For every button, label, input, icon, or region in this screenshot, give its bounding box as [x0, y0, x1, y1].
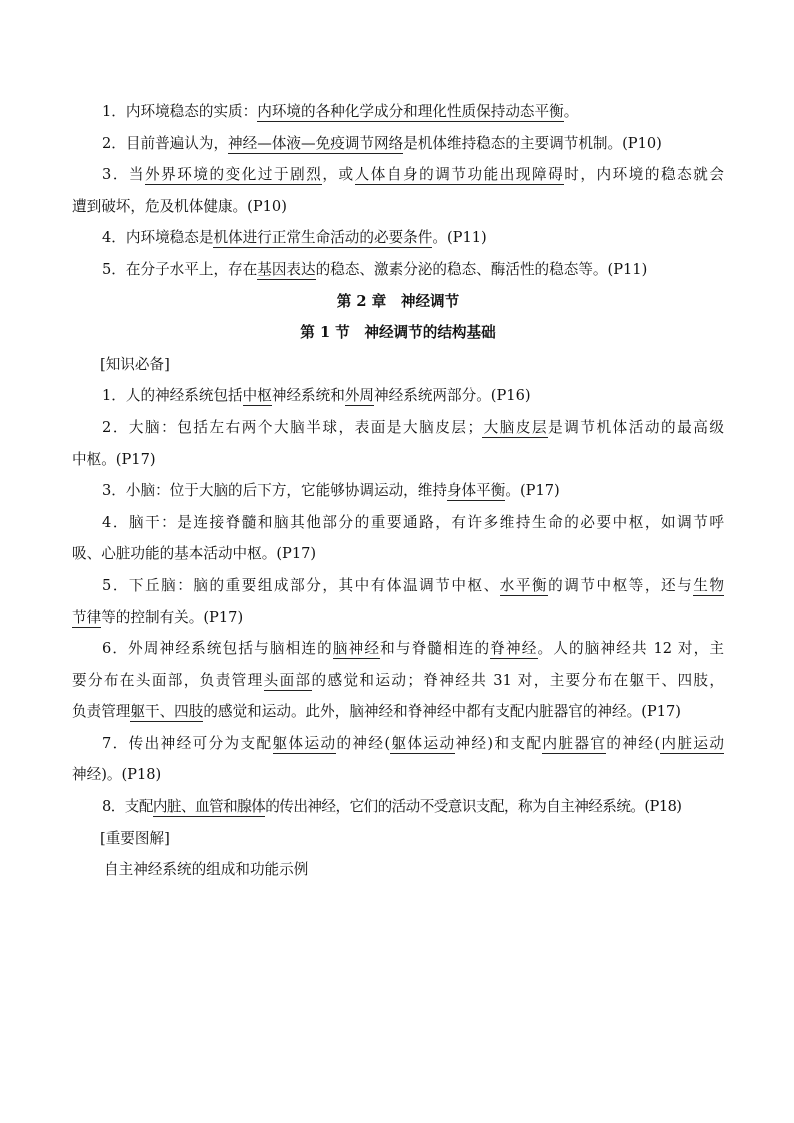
- underlined-answer: 脑神经: [332, 640, 381, 658]
- knowledge-item-6: 6．外周神经系统包括与脑相连的脑神经和与脊髓相连的脊神经。人的脑神经共 12 对，主: [102, 640, 724, 658]
- page-content: [72, 96, 724, 886]
- underlined-answer: 人体自身的调节功能出现障碍: [354, 166, 565, 184]
- knowledge-item-7-cont: 神经)。(P18): [72, 766, 162, 784]
- underlined-answer: 躯体运动: [390, 734, 456, 752]
- knowledge-item-3: 3．小脑：位于大脑的后下方，它能够协调运动，维持身体平衡。(P17): [102, 482, 560, 500]
- underlined-answer: 躯干、四肢: [130, 703, 204, 721]
- underlined-answer: 神经—体液—免疫调节网络: [228, 134, 404, 152]
- knowledge-heading: [知识必备]: [100, 355, 170, 373]
- underlined-answer: 基因表达: [257, 260, 316, 278]
- intro-item-5: 5．在分子水平上，存在基因表达的稳态、激素分泌的稳态、酶活性的稳态等。(P11): [102, 260, 648, 278]
- underlined-answer: 脊神经: [490, 640, 538, 658]
- knowledge-item-4: 4．脑干：是连接脊髓和脑其他部分的重要通路，有许多维持生命的必要中枢，如调节呼: [102, 513, 724, 531]
- underlined-answer: 大脑皮层: [482, 418, 549, 436]
- underlined-answer: 内环境的各种化学成分和理化性质保持动态平衡: [257, 103, 564, 120]
- underlined-answer: 水平衡: [499, 576, 549, 594]
- underlined-answer: 机体进行正常生命活动的必要条件: [213, 229, 433, 247]
- intro-item-1: 1．内环境稳态的实质：内环境的各种化学成分和理化性质保持动态平衡。: [102, 103, 579, 120]
- diagram-heading: [重要图解]: [100, 829, 170, 847]
- intro-item-3: 3．当外界环境的变化过于剧烈，或人体自身的调节功能出现障碍时，内环境的稳态就会: [102, 166, 724, 184]
- knowledge-item-6-cont2: 负责管理躯干、四肢的感觉和运动。此外，脑神经和脊神经中都有支配内脏器官的神经。(P17): [72, 703, 681, 721]
- underlined-answer: 生物: [693, 576, 724, 594]
- underlined-answer: 中枢: [242, 387, 272, 405]
- underlined-answer: 外界环境的变化过于剧烈: [145, 166, 323, 184]
- intro-item-4: 4．内环境稳态是机体进行正常生命活动的必要条件。(P11): [102, 229, 487, 247]
- knowledge-item-2-cont: 中枢。(P17): [72, 450, 156, 468]
- underlined-answer: 节律: [72, 608, 102, 626]
- knowledge-item-6-cont: 要分布在头面部，负责管理头面部的感觉和运动；脊神经共 31 对，主要分布在躯干、四肢，: [72, 671, 724, 689]
- underlined-answer: 内脏、血管和腺体: [152, 798, 266, 816]
- diagram-caption: 自主神经系统的组成和功能示例: [104, 861, 309, 879]
- underlined-answer: 躯体运动: [272, 734, 337, 752]
- underlined-answer: 身体平衡: [446, 482, 506, 500]
- chapter-title: 第 2 章 神经调节: [336, 292, 460, 310]
- underlined-answer: 头面部: [263, 671, 312, 689]
- knowledge-item-1: 1．人的神经系统包括中枢神经系统和外周神经系统两部分。(P16): [102, 387, 531, 405]
- intro-item-3-cont: 遭到破坏，危及机体健康。(P10): [72, 197, 287, 215]
- knowledge-item-4-cont: 吸、心脏功能的基本活动中枢。(P17): [72, 545, 317, 563]
- underlined-answer: 内脏器官: [542, 734, 607, 752]
- knowledge-item-8: 8．支配内脏、血管和腺体的传出神经，它们的活动不受意识支配，称为自主神经系统。(P18): [102, 798, 682, 816]
- knowledge-item-5-cont: 节律等的控制有关。(P17): [72, 608, 244, 626]
- knowledge-item-5: 5．下丘脑：脑的重要组成部分，其中有体温调节中枢、水平衡的调节中枢等，还与生物: [102, 576, 724, 594]
- intro-item-2: 2．目前普遍认为，神经—体液—免疫调节网络是机体维持稳态的主要调节机制。(P10): [102, 134, 662, 152]
- section-title: 第 1 节 神经调节的结构基础: [300, 324, 496, 342]
- underlined-answer: 外周: [344, 387, 375, 405]
- underlined-answer: 内脏运动: [660, 734, 724, 752]
- knowledge-item-2: 2．大脑：包括左右两个大脑半球，表面是大脑皮层；大脑皮层是调节机体活动的最高级: [102, 418, 724, 436]
- knowledge-item-7: 7．传出神经可分为支配躯体运动的神经(躯体运动神经)和支配内脏器官的神经(内脏运动: [102, 734, 724, 752]
